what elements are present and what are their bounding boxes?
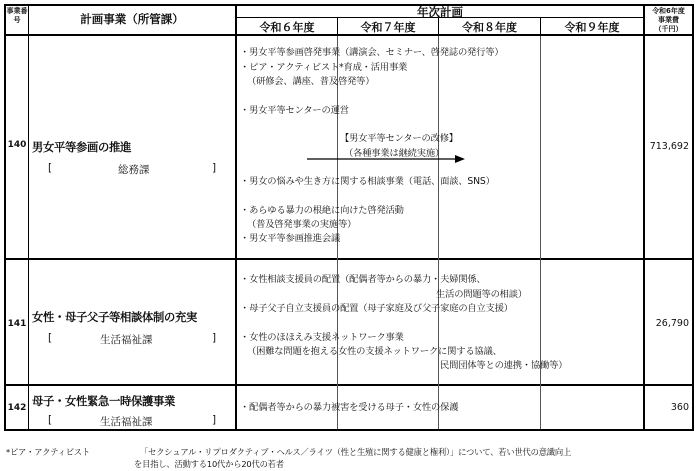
header-budget-line-1: 令和6年度 (652, 7, 685, 15)
plan-item-renovation: 【男女平等センターの改修】 (340, 133, 458, 144)
department-name: 生活福祉課 (100, 416, 153, 428)
plan-item-note: （困難な問題を抱える女性の支援ネットワークに関する協議、 (247, 346, 502, 357)
schedule-arrow (305, 154, 467, 164)
plan-item: ・配偶者等からの暴力被害を受ける母子・女性の保護 (240, 402, 459, 413)
col-line-year-8-body (438, 36, 439, 429)
header-budget-line-3: （千円） (654, 25, 683, 33)
header-year-r8: 令和８年度 (462, 21, 517, 34)
plan-item: ・男女平等参画啓発事業（講演会、セミナー、啓発誌の発行等） (240, 47, 504, 58)
plan-item: ・ピア・アクティビスト*育成・活用事業 (240, 62, 408, 73)
bracket-open: [ (48, 162, 53, 174)
plan-item: ・男女平等センターの運営 (240, 105, 349, 116)
col-line-budget (643, 4, 645, 431)
plan-item: ・女性のほほえみ支援ネットワーク事業 (240, 332, 404, 343)
bracket-close: ] (212, 414, 217, 426)
budget-amount: 360 (670, 402, 689, 413)
footnote-term: *ピア・アクティビスト (6, 447, 91, 457)
header-project-no: 事業番号 (6, 7, 28, 24)
header-annual-plan: 年次計画 (417, 5, 463, 19)
budget-amount: 713,692 (649, 141, 689, 152)
plan-item-continuation: （各種事業は継続実施） (344, 148, 445, 159)
table-border-right (692, 4, 694, 431)
col-line-project (235, 4, 237, 431)
project-number: 140 (7, 140, 27, 150)
plan-item: ・母子父子自立支援員の配置（母子家庭及び父子家庭の自立支援） (240, 303, 513, 314)
plan-item-note: 生活の問題等の相談） (436, 289, 527, 300)
header-budget-line-2: 事業費 (658, 16, 679, 24)
table-border-left (4, 4, 6, 431)
project-number: 141 (7, 319, 27, 329)
col-line-no (28, 4, 29, 431)
footnote-definition-line-1: 「セクシュアル・リプロダクティブ・ヘルス／ライツ（性と生殖に関する健康と権利）」について、若い世代の意識向上 (140, 447, 572, 457)
bracket-open: [ (48, 414, 53, 426)
bracket-close: ] (212, 162, 217, 174)
plan-item: ・男女の悩みや生き方に関する相談事業（電話、面談、SNS） (240, 176, 495, 187)
row-divider-2 (4, 384, 694, 386)
project-number: 142 (7, 403, 27, 413)
project-title: 男女平等参画の推進 (32, 141, 131, 154)
table-border-bottom (4, 429, 694, 431)
budget-amount: 26,790 (655, 318, 689, 329)
project-title: 母子・女性緊急一時保護事業 (32, 395, 175, 408)
header-project: 計画事業（所管課） (80, 12, 184, 26)
plan-item: ・女性相談支援員の配置（配偶者等からの暴力・夫婦関係、 (240, 274, 486, 285)
header-year-r9: 令和９年度 (564, 21, 620, 34)
plan-item: ・男女平等参画推進会議 (240, 233, 341, 244)
header-year-r6: 令和６年度 (259, 21, 315, 34)
plan-item: ・あらゆる暴力の根絶に向けた啓発活動 (240, 205, 404, 216)
department-name: 生活福祉課 (100, 334, 153, 346)
bracket-open: [ (48, 332, 53, 344)
plan-item-note: （研修会、講座、普及啓発等） (247, 76, 375, 87)
project-title: 女性・母子父子等相談体制の充実 (32, 311, 197, 324)
footnote-definition-line-2: を目指し、活動する10代から20代の若者 (134, 459, 284, 469)
plan-item-note: （普及啓発事業の実施等） (247, 219, 357, 230)
department-name: 総務課 (118, 164, 150, 176)
row-divider-1 (4, 258, 694, 260)
header-year-r7: 令和７年度 (360, 21, 416, 34)
plan-item-note: 民間団体等との連携・協働等） (440, 360, 568, 371)
bracket-close: ] (212, 332, 217, 344)
